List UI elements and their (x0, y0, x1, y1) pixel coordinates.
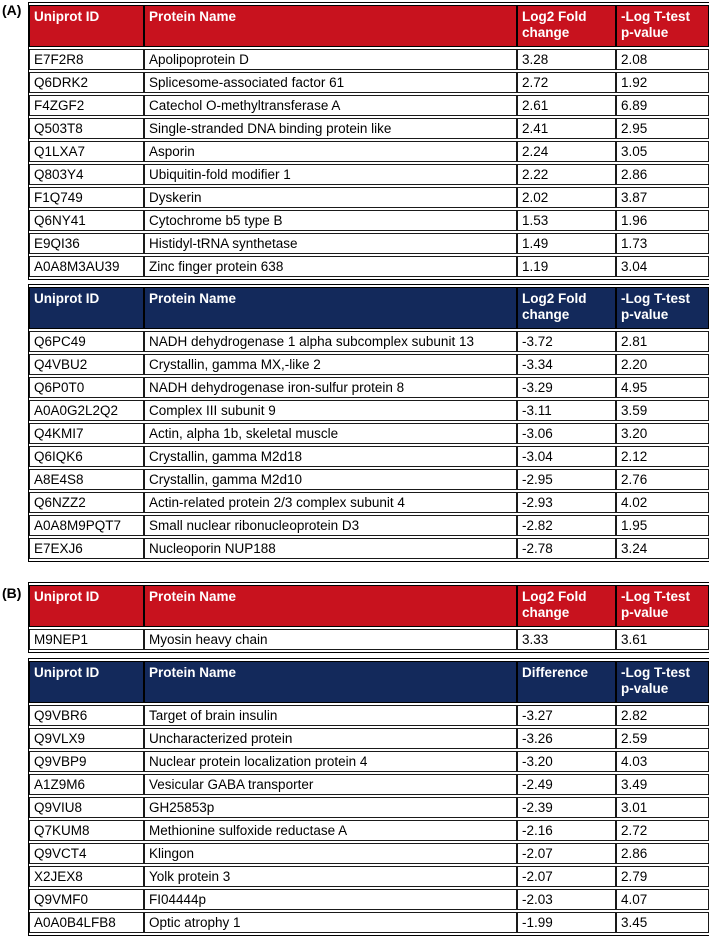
column-header: -Log T-test p-value (616, 585, 709, 627)
table-cell: Cytochrome b5 type B (144, 210, 517, 231)
table-cell: 2.95 (616, 118, 709, 139)
table-row (29, 187, 709, 208)
panel-a-downregulated-table (28, 284, 709, 562)
column-header: Uniprot ID (29, 661, 144, 703)
table-cell: E7F2R8 (29, 49, 144, 70)
table-cell: 2.59 (616, 728, 709, 749)
table-cell: Crystallin, gamma MX,-like 2 (144, 354, 517, 375)
table-cell: Ubiquitin-fold modifier 1 (144, 164, 517, 185)
table-cell: Q9VBP9 (29, 751, 144, 772)
table-row (29, 629, 709, 650)
table-row (29, 843, 709, 864)
table-cell: 4.02 (616, 492, 709, 513)
table-cell: Q6NZZ2 (29, 492, 144, 513)
table-cell: X2JEX8 (29, 866, 144, 887)
table-cell: F1Q749 (29, 187, 144, 208)
table-cell: 4.07 (616, 889, 709, 910)
table-cell: 3.61 (616, 629, 709, 650)
table-cell: A0A0B4LFB8 (29, 912, 144, 933)
table-cell: 1.53 (517, 210, 616, 231)
table-cell: NADH dehydrogenase 1 alpha subcomplex subunit 13 (144, 331, 517, 352)
table-cell: Klingon (144, 843, 517, 864)
table-cell: Q6IQK6 (29, 446, 144, 467)
table-cell: E7EXJ6 (29, 538, 144, 559)
table-cell: A0A8M9PQT7 (29, 515, 144, 536)
table-row (29, 515, 709, 536)
table-cell: -3.34 (517, 354, 616, 375)
panel-b-upregulated-table (28, 582, 709, 653)
table-cell: -2.03 (517, 889, 616, 910)
table-cell: Histidyl-tRNA synthetase (144, 233, 517, 254)
table-cell: -1.99 (517, 912, 616, 933)
column-header: Protein Name (144, 661, 517, 703)
column-header: -Log T-test p-value (616, 5, 709, 47)
table-cell: 1.95 (616, 515, 709, 536)
table-cell: Q4KMI7 (29, 423, 144, 444)
table-cell: Q6PC49 (29, 331, 144, 352)
table-cell: -2.07 (517, 866, 616, 887)
table-cell: Crystallin, gamma M2d18 (144, 446, 517, 467)
table-cell: Vesicular GABA transporter (144, 774, 517, 795)
table-row (29, 95, 709, 116)
column-header: Log2 Fold change (517, 287, 616, 329)
table-cell: Actin, alpha 1b, skeletal muscle (144, 423, 517, 444)
table-cell: Asporin (144, 141, 517, 162)
table-cell: 3.05 (616, 141, 709, 162)
table-cell: Catechol O-methyltransferase A (144, 95, 517, 116)
table-header-row (29, 5, 709, 47)
table-cell: -2.78 (517, 538, 616, 559)
table-cell: 2.72 (616, 820, 709, 841)
table-cell: Q6P0T0 (29, 377, 144, 398)
table-cell: Q503T8 (29, 118, 144, 139)
table-cell: 3.87 (616, 187, 709, 208)
table-cell: Q6DRK2 (29, 72, 144, 93)
table-header-row (29, 585, 709, 627)
table-cell: GH25853p (144, 797, 517, 818)
table-cell: 1.49 (517, 233, 616, 254)
table-cell: A1Z9M6 (29, 774, 144, 795)
table-cell: 2.61 (517, 95, 616, 116)
table-cell: 2.72 (517, 72, 616, 93)
table-cell: E9QI36 (29, 233, 144, 254)
table-cell: 2.24 (517, 141, 616, 162)
table-cell: 3.45 (616, 912, 709, 933)
table-cell: Nucleoporin NUP188 (144, 538, 517, 559)
panel-b-label: (B) (2, 585, 22, 601)
table-row (29, 820, 709, 841)
table-cell: 3.24 (616, 538, 709, 559)
table-row (29, 538, 709, 559)
table-cell: Dyskerin (144, 187, 517, 208)
column-header: Uniprot ID (29, 5, 144, 47)
table-cell: -3.72 (517, 331, 616, 352)
table-cell: Q7KUM8 (29, 820, 144, 841)
table-row (29, 256, 709, 277)
table-cell: 2.08 (616, 49, 709, 70)
panel-b-downregulated-table (28, 658, 709, 936)
column-header: -Log T-test p-value (616, 287, 709, 329)
table-row (29, 446, 709, 467)
table-row (29, 49, 709, 70)
table-cell: -2.95 (517, 469, 616, 490)
tables-container (28, 0, 709, 936)
table-row (29, 118, 709, 139)
table-cell: Q1LXA7 (29, 141, 144, 162)
column-header: Uniprot ID (29, 585, 144, 627)
table-cell: 4.03 (616, 751, 709, 772)
table-cell: Q9VIU8 (29, 797, 144, 818)
table-cell: -3.06 (517, 423, 616, 444)
table-cell: 3.28 (517, 49, 616, 70)
table-cell: -2.49 (517, 774, 616, 795)
table-cell: 2.86 (616, 164, 709, 185)
table-row (29, 728, 709, 749)
table-row (29, 492, 709, 513)
table-row (29, 423, 709, 444)
table-cell: -3.20 (517, 751, 616, 772)
table-cell: 2.02 (517, 187, 616, 208)
table-cell: 3.59 (616, 400, 709, 421)
table-cell: -3.26 (517, 728, 616, 749)
column-header: -Log T-test p-value (616, 661, 709, 703)
table-cell: 4.95 (616, 377, 709, 398)
table-cell: M9NEP1 (29, 629, 144, 650)
column-header: Log2 Fold change (517, 585, 616, 627)
table-cell: 2.22 (517, 164, 616, 185)
table-row (29, 751, 709, 772)
column-header: Protein Name (144, 5, 517, 47)
table-row (29, 912, 709, 933)
table-cell: 6.89 (616, 95, 709, 116)
table-row (29, 164, 709, 185)
table-cell: 2.20 (616, 354, 709, 375)
table-cell: 2.82 (616, 705, 709, 726)
table-cell: Q9VMF0 (29, 889, 144, 910)
table-cell: Q9VCT4 (29, 843, 144, 864)
column-header: Log2 Fold change (517, 5, 616, 47)
table-cell: Crystallin, gamma M2d10 (144, 469, 517, 490)
table-cell: A0A8M3AU39 (29, 256, 144, 277)
table-row (29, 233, 709, 254)
table-cell: NADH dehydrogenase iron-sulfur protein 8 (144, 377, 517, 398)
table-header-row (29, 661, 709, 703)
table-cell: 3.33 (517, 629, 616, 650)
table-cell: 2.12 (616, 446, 709, 467)
table-cell: 3.20 (616, 423, 709, 444)
table-cell: Uncharacterized protein (144, 728, 517, 749)
table-row (29, 797, 709, 818)
table-row (29, 469, 709, 490)
table-row (29, 774, 709, 795)
table-cell: -2.16 (517, 820, 616, 841)
table-cell: 2.76 (616, 469, 709, 490)
table-cell: -2.93 (517, 492, 616, 513)
table-cell: Small nuclear ribonucleoprotein D3 (144, 515, 517, 536)
column-header: Protein Name (144, 585, 517, 627)
table-cell: Splicesome-associated factor 61 (144, 72, 517, 93)
table-cell: Target of brain insulin (144, 705, 517, 726)
table-row (29, 705, 709, 726)
table-cell: 3.04 (616, 256, 709, 277)
table-cell: 1.92 (616, 72, 709, 93)
table-cell: Nuclear protein localization protein 4 (144, 751, 517, 772)
table-cell: Q9VLX9 (29, 728, 144, 749)
table-cell: Zinc finger protein 638 (144, 256, 517, 277)
panel-a-upregulated-table (28, 2, 709, 280)
table-cell: 3.01 (616, 797, 709, 818)
table-cell: Apolipoprotein D (144, 49, 517, 70)
table-row (29, 889, 709, 910)
panel-a-label: (A) (2, 2, 22, 18)
table-cell: -3.29 (517, 377, 616, 398)
table-row (29, 354, 709, 375)
table-cell: -2.82 (517, 515, 616, 536)
column-header: Uniprot ID (29, 287, 144, 329)
table-cell: Q9VBR6 (29, 705, 144, 726)
table-cell: Q4VBU2 (29, 354, 144, 375)
table-cell: 3.49 (616, 774, 709, 795)
table-cell: Q803Y4 (29, 164, 144, 185)
table-cell: 2.86 (616, 843, 709, 864)
table-cell: -2.07 (517, 843, 616, 864)
table-cell: Actin-related protein 2/3 complex subunit 4 (144, 492, 517, 513)
table-cell: Q6NY41 (29, 210, 144, 231)
table-cell: A0A0G2L2Q2 (29, 400, 144, 421)
table-cell: 1.19 (517, 256, 616, 277)
table-cell: A8E4S8 (29, 469, 144, 490)
table-cell: 2.81 (616, 331, 709, 352)
table-cell: 1.96 (616, 210, 709, 231)
table-cell: -3.27 (517, 705, 616, 726)
table-cell: Optic atrophy 1 (144, 912, 517, 933)
table-cell: 1.73 (616, 233, 709, 254)
table-row (29, 331, 709, 352)
table-row (29, 866, 709, 887)
table-row (29, 400, 709, 421)
table-header-row (29, 287, 709, 329)
table-cell: -2.39 (517, 797, 616, 818)
table-cell: Myosin heavy chain (144, 629, 517, 650)
table-cell: Methionine sulfoxide reductase A (144, 820, 517, 841)
table-row (29, 210, 709, 231)
table-cell: 2.41 (517, 118, 616, 139)
table-row (29, 377, 709, 398)
table-cell: FI04444p (144, 889, 517, 910)
table-cell: Yolk protein 3 (144, 866, 517, 887)
table-cell: Complex III subunit 9 (144, 400, 517, 421)
column-header: Difference (517, 661, 616, 703)
table-cell: Single-stranded DNA binding protein like (144, 118, 517, 139)
column-header: Protein Name (144, 287, 517, 329)
table-row (29, 141, 709, 162)
table-cell: -3.11 (517, 400, 616, 421)
table-cell: F4ZGF2 (29, 95, 144, 116)
table-row (29, 72, 709, 93)
table-cell: -3.04 (517, 446, 616, 467)
table-cell: 2.79 (616, 866, 709, 887)
